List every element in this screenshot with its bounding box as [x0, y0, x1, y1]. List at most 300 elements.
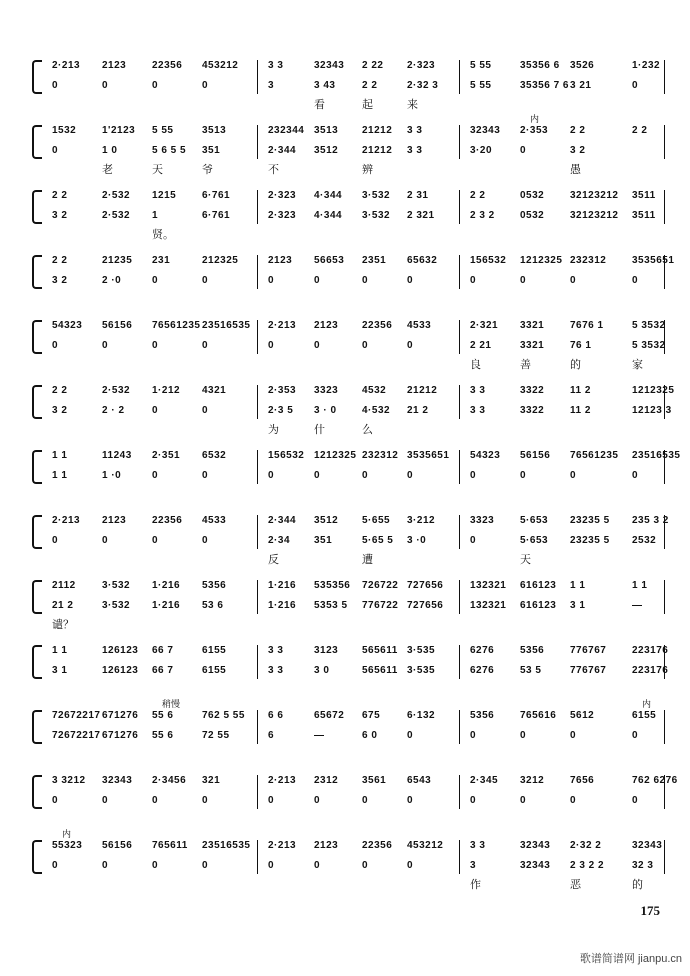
jianpu-note-group: 0: [152, 405, 159, 416]
jianpu-note-group: 2 2: [362, 80, 378, 91]
jianpu-note-group: 2123: [314, 320, 339, 331]
jianpu-note-group: 3 43: [314, 80, 336, 91]
bar-line: [664, 125, 665, 159]
jianpu-note-group: 0: [407, 795, 414, 806]
jianpu-note-group: 0: [102, 860, 109, 871]
jianpu-note-group: 3535651: [407, 450, 450, 461]
jianpu-note-group: 0: [570, 275, 577, 286]
jianpu-note-group: 212325: [202, 255, 239, 266]
jianpu-note-group: 0: [102, 80, 109, 91]
jianpu-note-group: 3511: [632, 210, 656, 221]
jianpu-note-group: 0: [152, 860, 159, 871]
jianpu-note-group: 4·344: [314, 210, 343, 221]
jianpu-note-group: 2123: [102, 515, 127, 526]
jianpu-note-group: 55323: [52, 840, 83, 851]
jianpu-note-group: 671276: [102, 710, 139, 721]
jianpu-note-group: 0: [152, 340, 159, 351]
bar-line: [664, 710, 665, 744]
jianpu-note-group: 453212: [202, 60, 239, 71]
jianpu-note-group: 0: [202, 470, 209, 481]
jianpu-note-group: 3 1: [570, 600, 586, 611]
jianpu-note-group: 23235 5: [570, 515, 610, 526]
jianpu-note-group: 55 6: [152, 730, 174, 741]
jianpu-note-group: 232312: [362, 450, 399, 461]
jianpu-note-group: 232344: [268, 125, 305, 136]
lyric-char: 什: [314, 424, 325, 436]
jianpu-note-group: 675: [362, 710, 381, 721]
jianpu-note-group: 11 2: [570, 385, 591, 396]
jianpu-note-group: 5 55: [152, 125, 174, 136]
jianpu-note-group: 0: [202, 340, 209, 351]
jianpu-note-group: 1·232: [632, 60, 661, 71]
jianpu-note-group: 0532: [520, 190, 545, 201]
jianpu-note-group: 6·761: [202, 210, 231, 221]
jianpu-note-group: 2 · 2: [102, 405, 125, 416]
jianpu-note-group: 5 3532: [632, 340, 666, 351]
jianpu-note-group: 565611: [362, 665, 398, 676]
jianpu-note-group: 3·532: [102, 580, 131, 591]
jianpu-note-group: 3 2: [52, 405, 68, 416]
jianpu-note-group: 762 5 55: [202, 710, 245, 721]
jianpu-note-group: 3 3: [407, 125, 423, 136]
jianpu-note-group: 2·321: [470, 320, 499, 331]
jianpu-note-group: 0: [362, 275, 369, 286]
jianpu-note-group: 776767: [570, 665, 607, 676]
jianpu-note-group: 6276: [470, 645, 495, 656]
jianpu-note-group: 1: [152, 210, 159, 221]
jianpu-note-group: 6155: [632, 710, 657, 721]
performance-mark: 内: [62, 829, 72, 839]
jianpu-note-group: 0: [314, 340, 321, 351]
jianpu-note-group: 0: [152, 80, 159, 91]
jianpu-note-group: 0: [52, 80, 59, 91]
jianpu-note-group: 3·532: [362, 210, 391, 221]
jianpu-note-group: 72 55: [202, 730, 230, 741]
lyric-char: 老: [102, 164, 113, 176]
jianpu-note-group: 76561235: [570, 450, 619, 461]
jianpu-note-group: 2·353: [520, 125, 549, 136]
jianpu-note-group: 0: [470, 535, 477, 546]
jianpu-note-group: 3512: [314, 145, 339, 156]
jianpu-note-group: 321: [202, 775, 221, 786]
jianpu-note-group: 1212325: [632, 385, 675, 396]
jianpu-note-group: 6155: [202, 665, 227, 676]
jianpu-note-group: 0: [362, 795, 369, 806]
lyric-char: 良: [470, 359, 481, 371]
lyric-char: 天: [152, 164, 163, 176]
jianpu-note-group: 3513: [314, 125, 339, 136]
jianpu-note-group: 65672: [314, 710, 345, 721]
score-system: [32, 320, 666, 371]
jianpu-note-group: 0: [102, 340, 109, 351]
watermark: 歌谱简谱网 jianpu.cn: [579, 953, 682, 965]
jianpu-note-group: 2123: [102, 60, 127, 71]
jianpu-note-group: 5 3532: [632, 320, 666, 331]
score-system: [32, 515, 669, 566]
jianpu-note-group: 0: [407, 730, 414, 741]
score-system: [32, 775, 678, 809]
jianpu-note-group: 5356: [520, 645, 545, 656]
score-system: [32, 255, 675, 289]
jianpu-note-group: 2·213: [268, 320, 297, 331]
jianpu-note-group: 3 1: [52, 665, 68, 676]
jianpu-note-group: 6155: [202, 645, 227, 656]
jianpu-note-group: 0: [570, 470, 577, 481]
jianpu-note-group: 2·345: [470, 775, 499, 786]
jianpu-note-group: 3511: [632, 190, 656, 201]
jianpu-note-group: 2 21: [470, 340, 492, 351]
jianpu-note-group: 0: [407, 340, 414, 351]
jianpu-note-group: 2·323: [407, 60, 436, 71]
jianpu-note-group: 3: [470, 860, 477, 871]
jianpu-note-group: 0: [570, 795, 577, 806]
jianpu-note-group: 22356: [362, 320, 393, 331]
jianpu-note-group: 0: [314, 275, 321, 286]
upper-staff-row: [32, 450, 681, 464]
jianpu-note-group: 3512: [314, 515, 339, 526]
jianpu-note-group: 2 2: [52, 190, 68, 201]
jianpu-note-group: 4533: [202, 515, 227, 526]
jianpu-note-group: 2·213: [52, 515, 81, 526]
jianpu-note-group: 56653: [314, 255, 345, 266]
jianpu-note-group: 1 1: [52, 470, 68, 481]
lyric-char: 天: [520, 554, 531, 566]
jianpu-note-group: 1532: [52, 125, 77, 136]
jianpu-note-group: 3 · 0: [314, 405, 337, 416]
jianpu-note-group: 0: [520, 730, 527, 741]
jianpu-note-group: 2351: [362, 255, 387, 266]
jianpu-note-group: 3321: [520, 320, 545, 331]
jianpu-note-group: 23235 5: [570, 535, 610, 546]
jianpu-note-group: 32343: [102, 775, 133, 786]
jianpu-note-group: 0: [202, 275, 209, 286]
jianpu-note-group: 21 2: [52, 600, 74, 611]
jianpu-note-group: 6276: [470, 665, 495, 676]
jianpu-note-group: 1·216: [152, 580, 181, 591]
upper-staff-row: [32, 580, 664, 594]
jianpu-note-group: 2·323: [268, 210, 297, 221]
jianpu-note-group: 2123: [268, 255, 293, 266]
jianpu-note-group: 4·344: [314, 190, 343, 201]
jianpu-note-group: 2·353: [268, 385, 297, 396]
jianpu-note-group: 351: [202, 145, 221, 156]
upper-staff-row: [32, 645, 669, 659]
jianpu-note-group: 3 2: [570, 145, 586, 156]
jianpu-note-group: 1 1: [570, 580, 586, 591]
jianpu-note-group: 1 1: [52, 450, 68, 461]
jianpu-note-group: 56156: [102, 840, 133, 851]
jianpu-note-group: 0: [268, 340, 275, 351]
jianpu-note-group: 726722: [362, 580, 399, 591]
jianpu-note-group: 565611: [362, 645, 398, 656]
jianpu-note-group: 3·532: [362, 190, 391, 201]
jianpu-note-group: 2 3 2 2: [570, 860, 605, 871]
jianpu-note-group: 4533: [407, 320, 432, 331]
jianpu-note-group: 3561: [362, 775, 387, 786]
jianpu-note-group: 2·3456: [152, 775, 187, 786]
jianpu-note-group: 0: [470, 730, 477, 741]
jianpu-note-group: 3526: [570, 60, 595, 71]
jianpu-note-group: 5·653: [520, 515, 549, 526]
score-system: [32, 60, 664, 111]
jianpu-note-group: 0: [470, 470, 477, 481]
jianpu-note-group: 21212: [407, 385, 438, 396]
jianpu-note-group: 0: [102, 795, 109, 806]
jianpu-note-group: 1·216: [268, 580, 297, 591]
jianpu-note-group: 223176: [632, 665, 669, 676]
jianpu-note-group: 21 2: [407, 405, 429, 416]
jianpu-note-group: 65632: [407, 255, 438, 266]
jianpu-note-group: 7676 1: [570, 320, 604, 331]
jianpu-note-group: 132321: [470, 600, 507, 611]
jianpu-note-group: 55 6: [152, 710, 174, 721]
jianpu-note-group: 2 22: [362, 60, 384, 71]
jianpu-note-group: 2·532: [102, 190, 131, 201]
jianpu-note-group: 6 6: [268, 710, 284, 721]
jianpu-note-group: 156532: [268, 450, 305, 461]
lower-staff-row: [32, 145, 664, 159]
jianpu-note-group: 2·32 2: [570, 840, 602, 851]
lower-staff-row: [32, 470, 664, 484]
jianpu-note-group: 0: [52, 535, 59, 546]
jianpu-note-group: 3323: [314, 385, 339, 396]
jianpu-note-group: 32343: [520, 860, 551, 871]
jianpu-note-group: 6543: [407, 775, 432, 786]
jianpu-note-group: 22356: [362, 840, 393, 851]
jianpu-note-group: 23516535: [632, 450, 681, 461]
jianpu-note-group: 2 2: [52, 255, 68, 266]
jianpu-note-group: 2·3 5: [268, 405, 294, 416]
lower-staff-row: [32, 405, 672, 419]
jianpu-note-group: 765611: [152, 840, 188, 851]
jianpu-note-group: 7656: [570, 775, 595, 786]
jianpu-note-group: 6532: [202, 450, 227, 461]
jianpu-note-group: 132321: [470, 580, 507, 591]
lyric-char: 为: [268, 424, 279, 436]
jianpu-note-group: 2 ·0: [102, 275, 122, 286]
jianpu-note-group: 3513: [202, 125, 227, 136]
jianpu-note-group: 0: [268, 860, 275, 871]
upper-staff-row: [32, 385, 675, 399]
jianpu-note-group: 3 21: [570, 80, 592, 91]
jianpu-note-group: 0: [314, 470, 321, 481]
upper-staff-row: [32, 775, 678, 789]
jianpu-note-group: 727656: [407, 600, 444, 611]
jianpu-note-group: 0: [470, 275, 477, 286]
jianpu-note-group: 3 3: [268, 60, 284, 71]
jianpu-note-group: 0: [520, 470, 527, 481]
jianpu-note-group: 2·323: [268, 190, 297, 201]
lower-staff-row: [32, 730, 664, 744]
jianpu-note-group: 0: [407, 275, 414, 286]
lower-staff-row: [32, 795, 664, 809]
lyric-char: 谴？: [52, 619, 74, 631]
jianpu-note-group: 5356: [470, 710, 495, 721]
jianpu-note-group: 3323: [470, 515, 495, 526]
jianpu-note-group: 0: [314, 860, 321, 871]
jianpu-note-group: 0: [202, 860, 209, 871]
jianpu-note-group: 23516535: [202, 320, 251, 331]
jianpu-note-group: 2·344: [268, 145, 297, 156]
jianpu-note-group: 3·535: [407, 665, 436, 676]
jianpu-note-group: 22356: [152, 515, 183, 526]
jianpu-note-group: 21235: [102, 255, 133, 266]
upper-staff-row: [32, 60, 664, 74]
performance-mark: 内: [530, 114, 540, 124]
lower-staff-row: [32, 535, 664, 549]
jianpu-note-group: 1212325: [314, 450, 357, 461]
jianpu-note-group: 0: [202, 80, 209, 91]
score-system: [32, 580, 664, 631]
upper-staff-row: [32, 840, 664, 854]
jianpu-note-group: 3321: [520, 340, 545, 351]
lower-staff-row: [32, 210, 664, 224]
jianpu-note-group: 32343: [470, 125, 501, 136]
jianpu-note-group: 0: [202, 405, 209, 416]
jianpu-note-group: 66 7: [152, 645, 174, 656]
jianpu-note-group: 2·213: [52, 60, 81, 71]
jianpu-note-group: 11243: [102, 450, 132, 461]
jianpu-note-group: 0: [520, 275, 527, 286]
jianpu-note-group: 5 55: [470, 80, 492, 91]
jianpu-note-group: 3·212: [407, 515, 436, 526]
jianpu-note-group: 3 3212: [52, 775, 86, 786]
jianpu-note-group: 0532: [520, 210, 545, 221]
jianpu-note-group: 4321: [202, 385, 227, 396]
jianpu-note-group: 535356: [314, 580, 351, 591]
jianpu-note-group: 2·34: [268, 535, 291, 546]
jianpu-note-group: 2123: [314, 840, 339, 851]
jianpu-note-group: 0: [52, 795, 59, 806]
jianpu-note-group: 11 2: [570, 405, 591, 416]
jianpu-note-group: 3 ·0: [407, 535, 427, 546]
jianpu-note-group: 5 55: [470, 60, 492, 71]
jianpu-note-group: 0: [152, 470, 159, 481]
page-number: 175: [640, 903, 660, 918]
lyric-char: 遭: [362, 554, 373, 566]
jianpu-note-group: 776767: [570, 645, 607, 656]
jianpu-note-group: 32343: [632, 840, 663, 851]
jianpu-note-group: 2112: [52, 580, 76, 591]
jianpu-note-group: 3·20: [470, 145, 493, 156]
jianpu-note-group: 3 3: [407, 145, 423, 156]
jianpu-note-group: 1 ·0: [102, 470, 122, 481]
jianpu-note-group: 727656: [407, 580, 444, 591]
jianpu-note-group: 126123: [102, 665, 139, 676]
jianpu-note-group: 76 1: [570, 340, 592, 351]
jianpu-note-group: 4·532: [362, 405, 391, 416]
jianpu-note-group: 3 2: [52, 210, 68, 221]
jianpu-note-group: 54323: [52, 320, 83, 331]
jianpu-note-group: 22356: [152, 60, 183, 71]
jianpu-note-group: 776722: [362, 600, 399, 611]
jianpu-note-group: 72672217: [52, 730, 101, 741]
jianpu-note-group: 0: [407, 470, 414, 481]
lower-staff-row: [32, 600, 664, 614]
jianpu-note-group: 1 0: [102, 145, 118, 156]
jianpu-note-group: 3 3: [470, 840, 486, 851]
jianpu-note-group: 223176: [632, 645, 669, 656]
bar-line: [664, 190, 665, 224]
lyric-char: 爷: [202, 164, 213, 176]
lyric-char: 不: [268, 164, 279, 176]
upper-staff-row: [32, 255, 675, 269]
jianpu-note-group: 3535651: [632, 255, 675, 266]
jianpu-note-group: 0: [362, 470, 369, 481]
jianpu-note-group: 0: [632, 80, 639, 91]
jianpu-note-group: 2 31: [407, 190, 429, 201]
jianpu-note-group: 6: [268, 730, 275, 741]
lyric-char: 作: [470, 879, 481, 891]
jianpu-note-group: 32343: [314, 60, 345, 71]
jianpu-note-group: 231: [152, 255, 171, 266]
jianpu-note-group: 2·344: [268, 515, 297, 526]
jianpu-note-group: 72672217: [52, 710, 101, 721]
performance-mark: 稍慢: [162, 699, 181, 709]
jianpu-note-group: 2 2: [570, 125, 586, 136]
score-system: [32, 190, 664, 241]
jianpu-note-group: 3 2: [52, 275, 68, 286]
jianpu-note-group: 2 3 2: [470, 210, 495, 221]
bar-line: [664, 840, 665, 874]
jianpu-note-group: 1'2123: [102, 125, 136, 136]
jianpu-note-group: 2·213: [268, 775, 297, 786]
jianpu-note-group: 21212: [362, 145, 393, 156]
jianpu-note-group: 0: [632, 730, 639, 741]
jianpu-note-group: 1·216: [268, 600, 297, 611]
jianpu-note-group: 6·132: [407, 710, 436, 721]
jianpu-note-group: 2 2: [632, 125, 648, 136]
lower-staff-row: [32, 275, 664, 289]
jianpu-note-group: 0: [570, 730, 577, 741]
lower-staff-row: [32, 340, 664, 354]
jianpu-note-group: 56156: [102, 320, 133, 331]
jianpu-note-group: 32 3: [632, 860, 654, 871]
jianpu-note-group: 762 6276: [632, 775, 678, 786]
jianpu-note-group: 0: [52, 860, 59, 871]
jianpu-note-group: 5612: [570, 710, 595, 721]
jianpu-note-group: 3·532: [102, 600, 131, 611]
jianpu-note-group: 0: [152, 795, 159, 806]
upper-staff-row: [32, 190, 664, 204]
score-system: [32, 114, 664, 176]
jianpu-note-group: 32343: [520, 840, 551, 851]
score-system: [32, 645, 669, 679]
jianpu-note-group: 3 3: [470, 385, 486, 396]
lyric-char: 的: [632, 879, 643, 891]
jianpu-note-group: 235 3 2: [632, 515, 669, 526]
jianpu-note-group: 3212: [520, 775, 545, 786]
jianpu-note-group: 54323: [470, 450, 501, 461]
jianpu-note-group: 3322: [520, 385, 545, 396]
jianpu-note-group: 21212: [362, 125, 393, 136]
upper-staff-row: [32, 125, 664, 139]
score-system: [32, 450, 681, 484]
jianpu-note-group: 3: [268, 80, 275, 91]
jianpu-note-group: 0: [314, 795, 321, 806]
jianpu-note-group: 2·32 3: [407, 80, 439, 91]
jianpu-note-group: 35356 6: [520, 60, 560, 71]
jianpu-note-group: 156532: [470, 255, 507, 266]
jianpu-note-group: 2·532: [102, 385, 131, 396]
jianpu-note-group: 53 6: [202, 600, 224, 611]
jianpu-note-group: 0: [268, 275, 275, 286]
jianpu-note-group: 0: [202, 535, 209, 546]
upper-staff-row: [32, 710, 664, 724]
jianpu-note-group: 2·213: [268, 840, 297, 851]
lyric-char: 家: [632, 359, 643, 371]
jianpu-note-group: 0: [632, 795, 639, 806]
